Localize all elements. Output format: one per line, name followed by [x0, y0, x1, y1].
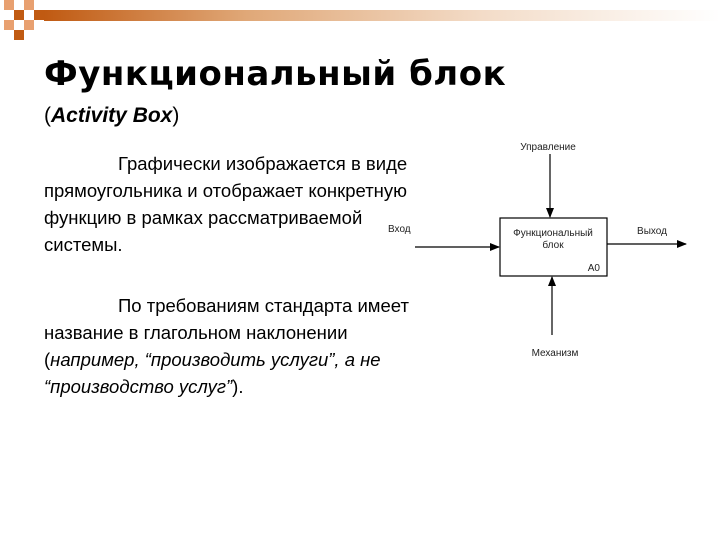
function-box-label-line2: блок: [542, 240, 564, 251]
slide-title: Функциональный блок: [44, 54, 507, 94]
paragraph-naming-example: например, “производить услуги”, а не “производство услуг”: [44, 349, 381, 397]
control-label: Управление: [520, 142, 576, 153]
slide-subtitle: [44, 104, 179, 128]
mechanism-label: Механизм: [531, 348, 579, 359]
paragraph-naming-text: По требованиям стандарта имеет название в глагольном наклонении (: [44, 295, 409, 370]
paragraph-naming-close: ).: [232, 376, 244, 397]
subtitle-open-paren: (: [44, 104, 51, 127]
header-decor-square: [4, 20, 14, 30]
subtitle-english-term: Activity Box: [51, 104, 173, 127]
header-decor-square: [14, 10, 24, 20]
output-label: Выход: [637, 226, 667, 237]
subtitle-close-paren: ): [172, 104, 180, 127]
function-box-label-line1: Функциональный: [513, 228, 593, 239]
header-decor-square: [24, 0, 34, 10]
input-label: Вход: [388, 224, 411, 235]
header-decor-square: [4, 0, 14, 10]
header-decor-square: [34, 10, 44, 20]
header-decor-band: [44, 10, 720, 21]
header-decor-square: [24, 20, 34, 30]
header-decor-square: [14, 30, 24, 40]
function-box-id: A0: [587, 263, 600, 274]
idef0-activity-box-diagram: [370, 130, 700, 380]
paragraph-definition-text: Графически изображается в виде прямоугольника и отображает конкретную функцию в рамках рассматриваемой системы.: [44, 153, 408, 255]
